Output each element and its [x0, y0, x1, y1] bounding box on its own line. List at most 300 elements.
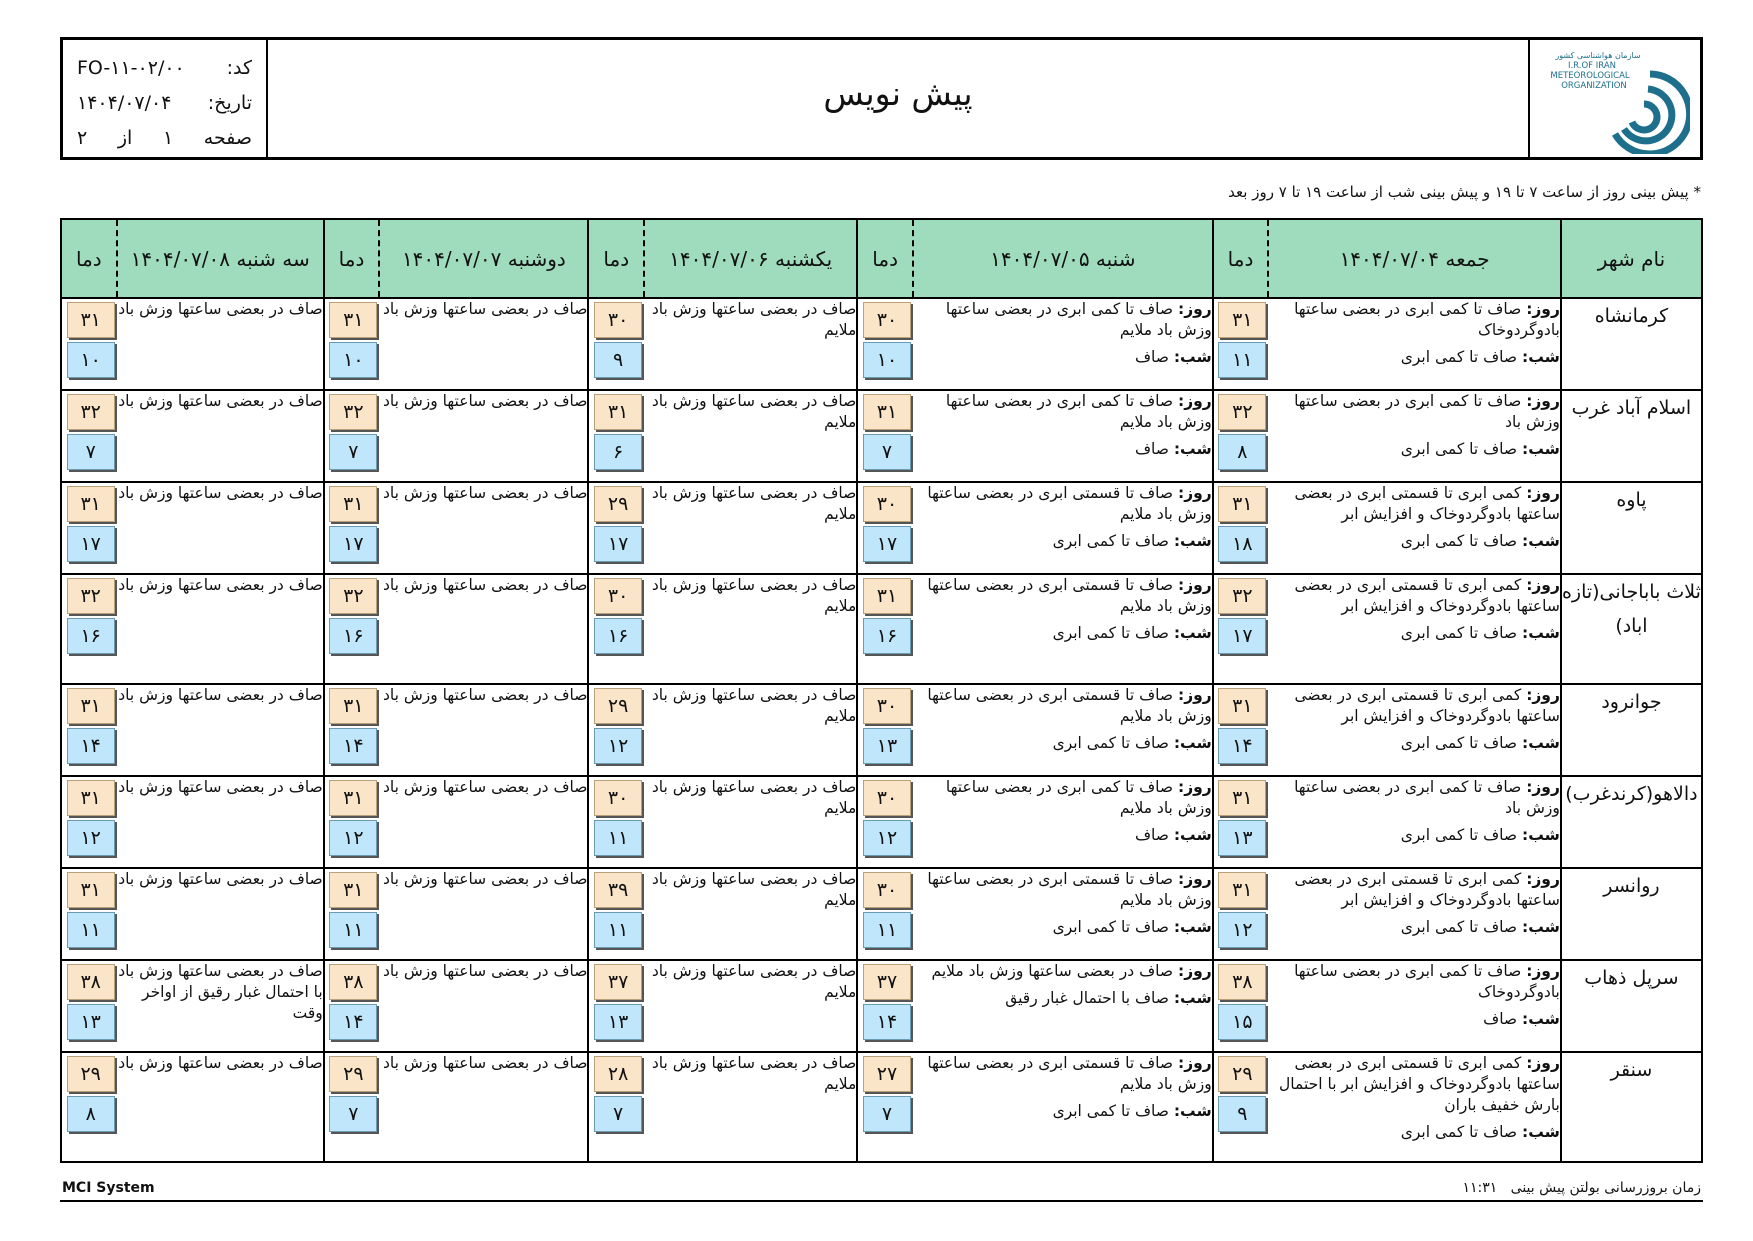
forecast-condition	[117, 298, 324, 390]
forecast-condition	[379, 776, 588, 868]
night-label: شب:	[1173, 733, 1212, 752]
min-temp: ۱۷	[863, 526, 911, 562]
min-temp: ۸	[1218, 434, 1266, 470]
temperature-cell	[324, 960, 380, 1052]
day-header: جمعه ۱۴۰۴/۰۷/۰۴	[1268, 219, 1561, 298]
day-label: روز:	[1178, 300, 1212, 318]
night-label: شب:	[1522, 531, 1560, 550]
max-temp: ۳۱	[594, 394, 642, 430]
day-label: روز:	[1526, 576, 1560, 594]
day-text: صاف تا کمی ابری در بعضی ساعتها وزش باد	[1294, 392, 1560, 431]
logo-text-en-1: I.R.OF IRAN	[1567, 60, 1617, 71]
temperature-cell	[857, 776, 913, 868]
day-forecast	[1268, 575, 1560, 617]
date-label: تاریخ:	[207, 91, 252, 114]
day-label: روز:	[1526, 962, 1560, 980]
night-forecast	[913, 623, 1212, 644]
day-forecast	[913, 391, 1212, 433]
temperature-cell	[61, 960, 117, 1052]
page-label: صفحه	[203, 126, 252, 149]
table-header-row	[61, 219, 1702, 298]
night-label: شب:	[1173, 439, 1212, 458]
city-name: دالاهو(کرندغرب)	[1561, 776, 1702, 868]
table-row	[61, 390, 1702, 482]
min-temp: ۷	[863, 434, 911, 470]
document-header	[60, 37, 1703, 160]
page-of: از	[117, 126, 133, 149]
max-temp: ۳۸	[1218, 964, 1266, 1000]
temperature-cell	[1213, 1052, 1269, 1162]
forecast-condition	[379, 1052, 588, 1162]
day-text: کمی ابری تا قسمتی ابری در بعضی ساعتها بادوگردوخاک و افزایش ابر	[1294, 870, 1560, 909]
night-label: شب:	[1522, 825, 1560, 844]
max-temp: ۳۱	[329, 688, 377, 724]
condition-text: صاف در بعضی ساعتها وزش باد	[118, 778, 323, 796]
table-row	[61, 298, 1702, 390]
temperature-cell	[1213, 776, 1269, 868]
forecast-condition	[644, 390, 857, 482]
temperature-cell	[61, 574, 117, 684]
min-temp: ۱۴	[1218, 728, 1266, 764]
temperature-cell	[588, 574, 644, 684]
forecast-condition	[644, 868, 857, 960]
day-text: صاف تا کمی ابری در بعضی ساعتها وزش باد ملایم	[945, 300, 1212, 339]
condition-text: صاف در بعضی ساعتها وزش باد ملایم	[651, 686, 857, 725]
max-temp: ۳۰	[594, 302, 642, 338]
max-temp: ۳۰	[863, 780, 911, 816]
min-temp: ۱۲	[594, 728, 642, 764]
table-row	[61, 868, 1702, 960]
forecast-condition	[1268, 574, 1561, 684]
min-temp: ۱۱	[863, 912, 911, 948]
table-row	[61, 1052, 1702, 1162]
page-total: ۲	[77, 126, 88, 149]
temperature-cell	[1213, 390, 1269, 482]
temperature-cell	[1213, 482, 1269, 574]
min-temp: ۱۳	[863, 728, 911, 764]
max-temp: ۲۸	[594, 1056, 642, 1092]
max-temp: ۳۰	[863, 872, 911, 908]
condition-text: صاف در بعضی ساعتها وزش باد	[382, 686, 588, 704]
temperature-cell	[324, 298, 380, 390]
max-temp: ۳۱	[1218, 302, 1266, 338]
day-label: روز:	[1526, 484, 1560, 502]
min-temp: ۱۴	[863, 1004, 911, 1040]
page-row	[77, 120, 252, 155]
forecast-condition	[644, 776, 857, 868]
night-text: صاف	[1134, 825, 1169, 844]
night-text: صاف تا کمی ابری	[1400, 825, 1518, 844]
night-label: شب:	[1522, 623, 1560, 642]
city-column-header: نام شهر	[1561, 219, 1702, 298]
update-time: ۱۱:۳۱	[1462, 1180, 1498, 1196]
min-temp: ۱۱	[594, 820, 642, 856]
day-forecast	[1268, 961, 1560, 1003]
night-text: صاف تا کمی ابری	[1400, 531, 1518, 550]
condition-text: صاف در بعضی ساعتها وزش باد	[382, 300, 588, 318]
night-text: صاف تا کمی ابری	[1052, 531, 1169, 550]
night-forecast	[1268, 531, 1560, 552]
max-temp: ۳۸	[329, 964, 377, 1000]
min-temp: ۱۲	[1218, 912, 1266, 948]
min-temp: ۹	[594, 342, 642, 378]
forecast-condition	[379, 482, 588, 574]
forecast-condition	[379, 868, 588, 960]
night-text: صاف با احتمال غبار رقیق	[1005, 988, 1169, 1007]
min-temp: ۷	[329, 1096, 377, 1132]
day-label: روز:	[1526, 870, 1560, 888]
day-header: سه شنبه ۱۴۰۴/۰۷/۰۸	[117, 219, 324, 298]
temperature-cell	[61, 390, 117, 482]
night-forecast	[913, 1101, 1212, 1122]
day-label: روز:	[1526, 1054, 1560, 1072]
condition-text: صاف در بعضی ساعتها وزش باد	[118, 1054, 323, 1072]
temperature-cell	[588, 390, 644, 482]
day-label: روز:	[1178, 484, 1212, 502]
temperature-cell	[324, 482, 380, 574]
min-temp: ۱۱	[67, 912, 115, 948]
condition-text: صاف در بعضی ساعتها وزش باد ملایم	[651, 1054, 857, 1093]
city-name: سرپل ذهاب	[1561, 960, 1702, 1052]
max-temp: ۳۱	[67, 486, 115, 522]
night-text: صاف تا کمی ابری	[1400, 917, 1518, 936]
table-row	[61, 776, 1702, 868]
forecast-condition	[379, 684, 588, 776]
temperature-cell	[61, 298, 117, 390]
temperature-cell	[324, 390, 380, 482]
page-number: ۱	[162, 126, 174, 149]
day-text: صاف تا قسمتی ابری در بعضی ساعتها وزش باد ملایم	[927, 1054, 1212, 1093]
max-temp: ۳۱	[329, 486, 377, 522]
min-temp: ۷	[594, 1096, 642, 1132]
night-text: صاف تا کمی ابری	[1400, 347, 1518, 366]
condition-text: صاف در بعضی ساعتها وزش باد	[382, 870, 588, 888]
night-label: شب:	[1522, 1122, 1560, 1141]
max-temp: ۳۰	[863, 302, 911, 338]
condition-text: صاف در بعضی ساعتها وزش باد ملایم	[651, 778, 857, 817]
temperature-cell	[857, 482, 913, 574]
forecast-period-note: * پیش بینی روز از ساعت ۷ تا ۱۹ و پیش بینی شب از ساعت ۱۹ تا ۷ روز بعد	[1228, 183, 1701, 201]
max-temp: ۳۲	[1218, 394, 1266, 430]
night-text: صاف	[1134, 439, 1169, 458]
temperature-cell	[61, 684, 117, 776]
night-forecast	[913, 825, 1212, 846]
page-title: پیش نویس	[823, 74, 973, 113]
max-temp: ۲۹	[594, 486, 642, 522]
condition-text: صاف در بعضی ساعتها وزش باد	[118, 484, 323, 502]
max-temp: ۳۱	[329, 872, 377, 908]
night-label: شب:	[1173, 531, 1212, 550]
temp-header: دما	[324, 219, 380, 298]
night-label: شب:	[1173, 988, 1212, 1007]
min-temp: ۱۱	[329, 912, 377, 948]
temperature-cell	[1213, 574, 1269, 684]
city-name: پاوه	[1561, 482, 1702, 574]
forecast-condition	[1268, 482, 1561, 574]
temperature-cell	[324, 776, 380, 868]
forecast-condition	[913, 390, 1213, 482]
logo-cell	[1528, 40, 1700, 157]
day-header: دوشنبه ۱۴۰۴/۰۷/۰۷	[379, 219, 588, 298]
forecast-condition	[644, 298, 857, 390]
temperature-cell	[588, 482, 644, 574]
forecast-condition	[1268, 298, 1561, 390]
forecast-condition	[644, 1052, 857, 1162]
max-temp: ۳۲	[1218, 578, 1266, 614]
min-temp: ۱۵	[1218, 1004, 1266, 1040]
night-text: صاف تا کمی ابری	[1400, 1122, 1518, 1141]
night-label: شب:	[1522, 733, 1560, 752]
temperature-cell	[857, 684, 913, 776]
condition-text: صاف در بعضی ساعتها وزش باد با احتمال غبار رقیق از اواخر وقت	[118, 962, 323, 1022]
min-temp: ۱۰	[863, 342, 911, 378]
night-label: شب:	[1522, 439, 1560, 458]
night-forecast	[1268, 623, 1560, 644]
temperature-cell	[61, 868, 117, 960]
temperature-cell	[588, 1052, 644, 1162]
min-temp: ۷	[329, 434, 377, 470]
day-header: یکشنبه ۱۴۰۴/۰۷/۰۶	[644, 219, 857, 298]
min-temp: ۱۲	[863, 820, 911, 856]
day-forecast	[913, 869, 1212, 911]
table-row	[61, 574, 1702, 684]
night-forecast	[1268, 917, 1560, 938]
forecast-condition	[117, 960, 324, 1052]
temp-header: دما	[588, 219, 644, 298]
night-text: صاف تا کمی ابری	[1052, 733, 1169, 752]
max-temp: ۳۱	[863, 578, 911, 614]
max-temp: ۳۰	[863, 486, 911, 522]
min-temp: ۱۶	[863, 618, 911, 654]
footer-divider	[60, 1200, 1703, 1202]
forecast-condition	[644, 684, 857, 776]
day-label: روز:	[1178, 1054, 1212, 1072]
min-temp: ۱۰	[67, 342, 115, 378]
night-forecast	[913, 439, 1212, 460]
max-temp: ۳۰	[594, 578, 642, 614]
condition-text: صاف در بعضی ساعتها وزش باد	[118, 300, 323, 318]
forecast-condition	[379, 960, 588, 1052]
night-forecast	[913, 531, 1212, 552]
forecast-condition	[913, 574, 1213, 684]
night-label: شب:	[1522, 917, 1560, 936]
day-label: روز:	[1178, 778, 1212, 796]
forecast-condition	[913, 960, 1213, 1052]
forecast-condition	[1268, 390, 1561, 482]
night-label: شب:	[1173, 1101, 1212, 1120]
day-header: شنبه ۱۴۰۴/۰۷/۰۵	[913, 219, 1213, 298]
forecast-condition	[1268, 960, 1561, 1052]
max-temp: ۳۰	[594, 780, 642, 816]
night-forecast	[1268, 347, 1560, 368]
night-forecast	[1268, 825, 1560, 846]
day-forecast	[913, 777, 1212, 819]
temperature-cell	[324, 868, 380, 960]
forecast-condition	[1268, 684, 1561, 776]
night-forecast	[913, 347, 1212, 368]
min-temp: ۱۳	[67, 1004, 115, 1040]
min-temp: ۱۷	[67, 526, 115, 562]
max-temp: ۳۱	[67, 780, 115, 816]
day-label: روز:	[1526, 778, 1560, 796]
city-name: ثلاث باباجانی(تازه اباد)	[1561, 574, 1702, 684]
night-label: شب:	[1173, 825, 1212, 844]
forecast-condition	[913, 776, 1213, 868]
min-temp: ۷	[67, 434, 115, 470]
min-temp: ۱۶	[594, 618, 642, 654]
night-text: صاف تا کمی ابری	[1400, 623, 1518, 642]
forecast-condition	[913, 684, 1213, 776]
forecast-condition	[1268, 1052, 1561, 1162]
max-temp: ۳۷	[863, 964, 911, 1000]
temperature-cell	[588, 960, 644, 1052]
forecast-condition	[644, 482, 857, 574]
min-temp: ۱۷	[329, 526, 377, 562]
night-forecast	[913, 917, 1212, 938]
forecast-condition	[117, 574, 324, 684]
condition-text: صاف در بعضی ساعتها وزش باد	[118, 576, 323, 594]
min-temp: ۱۰	[329, 342, 377, 378]
forecast-condition	[379, 574, 588, 684]
condition-text: صاف در بعضی ساعتها وزش باد ملایم	[651, 392, 857, 431]
min-temp: ۱۴	[329, 728, 377, 764]
logo-text-en-3: ORGANIZATION	[1561, 80, 1627, 91]
logo-text-en-2: METEOROLOGICAL	[1550, 70, 1630, 81]
day-forecast	[1268, 299, 1560, 341]
min-temp: ۹	[1218, 1096, 1266, 1132]
night-label: شب:	[1173, 347, 1212, 366]
forecast-table-body	[61, 298, 1702, 1162]
code-value: FO-۱۱-۰۲/۰۰	[77, 56, 185, 79]
min-temp: ۱۱	[1218, 342, 1266, 378]
day-text: کمی ابری تا قسمتی ابری در بعضی ساعتها بادوگردوخاک و افزایش ابر با احتمال بارش خفیف باران	[1279, 1054, 1560, 1114]
max-temp: ۳۱	[1218, 872, 1266, 908]
update-info	[1463, 1180, 1702, 1196]
temp-header: دما	[61, 219, 117, 298]
min-temp: ۱۶	[67, 618, 115, 654]
day-text: صاف تا کمی ابری در بعضی ساعتها وزش باد ملایم	[945, 392, 1212, 431]
forecast-condition	[117, 482, 324, 574]
condition-text: صاف در بعضی ساعتها وزش باد ملایم	[651, 576, 857, 615]
min-temp: ۷	[863, 1096, 911, 1132]
condition-text: صاف در بعضی ساعتها وزش باد ملایم	[651, 870, 857, 909]
temperature-cell	[588, 684, 644, 776]
max-temp: ۳۲	[329, 394, 377, 430]
logo-text-fa: سازمان هواشناسی کشور	[1555, 50, 1641, 60]
day-forecast	[1268, 1053, 1560, 1116]
max-temp: ۳۱	[1218, 486, 1266, 522]
condition-text: صاف در بعضی ساعتها وزش باد ملایم	[651, 962, 857, 1001]
temperature-cell	[588, 298, 644, 390]
document-info	[63, 40, 268, 157]
code-label: کد:	[226, 56, 252, 79]
temperature-cell	[857, 574, 913, 684]
night-forecast	[1268, 1122, 1560, 1143]
forecast-condition	[117, 776, 324, 868]
forecast-condition	[1268, 776, 1561, 868]
min-temp: ۱۸	[1218, 526, 1266, 562]
min-temp: ۱۲	[329, 820, 377, 856]
day-forecast	[1268, 777, 1560, 819]
temperature-cell	[857, 1052, 913, 1162]
temperature-cell	[1213, 960, 1269, 1052]
day-text: صاف تا کمی ابری در بعضی ساعتها وزش باد ملایم	[945, 778, 1212, 817]
night-forecast	[1268, 439, 1560, 460]
date-row	[77, 85, 252, 120]
temperature-cell	[588, 868, 644, 960]
condition-text: صاف در بعضی ساعتها وزش باد	[382, 778, 588, 796]
max-temp: ۳۱	[329, 302, 377, 338]
max-temp: ۲۹	[594, 688, 642, 724]
temperature-cell	[857, 298, 913, 390]
forecast-condition	[117, 868, 324, 960]
forecast-condition	[379, 298, 588, 390]
temperature-cell	[1213, 684, 1269, 776]
city-name: اسلام آباد غرب	[1561, 390, 1702, 482]
max-temp: ۳۱	[1218, 688, 1266, 724]
forecast-condition	[913, 1052, 1213, 1162]
max-temp: ۲۹	[329, 1056, 377, 1092]
temperature-cell	[324, 684, 380, 776]
max-temp: ۳۱	[67, 688, 115, 724]
day-forecast	[1268, 685, 1560, 727]
temperature-cell	[1213, 868, 1269, 960]
condition-text: صاف در بعضی ساعتها وزش باد	[118, 392, 323, 410]
condition-text: صاف در بعضی ساعتها وزش باد	[382, 392, 588, 410]
day-forecast	[913, 575, 1212, 617]
table-row	[61, 960, 1702, 1052]
night-text: صاف تا کمی ابری	[1052, 623, 1169, 642]
day-forecast	[1268, 391, 1560, 433]
night-text: صاف	[1483, 1009, 1518, 1028]
night-label: شب:	[1173, 917, 1212, 936]
table-row	[61, 482, 1702, 574]
day-text: صاف در بعضی ساعتها وزش باد ملایم	[931, 962, 1174, 980]
code-row	[77, 50, 252, 85]
condition-text: صاف در بعضی ساعتها وزش باد	[118, 686, 323, 704]
day-forecast	[913, 483, 1212, 525]
temperature-cell	[857, 960, 913, 1052]
forecast-condition	[379, 390, 588, 482]
min-temp: ۱۲	[67, 820, 115, 856]
forecast-condition	[644, 960, 857, 1052]
max-temp: ۲۷	[863, 1056, 911, 1092]
day-label: روز:	[1178, 686, 1212, 704]
day-text: صاف تا قسمتی ابری در بعضی ساعتها وزش باد ملایم	[927, 576, 1212, 615]
min-temp: ۱۳	[594, 1004, 642, 1040]
max-temp: ۳۱	[67, 872, 115, 908]
day-text: صاف تا قسمتی ابری در بعضی ساعتها وزش باد ملایم	[927, 484, 1212, 523]
forecast-condition	[117, 684, 324, 776]
day-text: کمی ابری تا قسمتی ابری در بعضی ساعتها بادوگردوخاک و افزایش ابر	[1294, 576, 1560, 615]
day-text: صاف تا قسمتی ابری در بعضی ساعتها وزش باد ملایم	[927, 686, 1212, 725]
day-label: روز:	[1178, 576, 1212, 594]
day-label: روز:	[1178, 870, 1212, 888]
temperature-cell	[324, 1052, 380, 1162]
temp-header: دما	[857, 219, 913, 298]
min-temp: ۱۴	[329, 1004, 377, 1040]
condition-text: صاف در بعضی ساعتها وزش باد	[118, 870, 323, 888]
condition-text: صاف در بعضی ساعتها وزش باد	[382, 576, 588, 594]
max-temp: ۳۲	[67, 394, 115, 430]
day-forecast	[913, 685, 1212, 727]
day-label: روز:	[1178, 962, 1212, 980]
max-temp: ۳۸	[67, 964, 115, 1000]
day-forecast	[1268, 869, 1560, 911]
temperature-cell	[324, 574, 380, 684]
forecast-condition	[1268, 868, 1561, 960]
meteorological-organization-logo	[1540, 44, 1690, 154]
